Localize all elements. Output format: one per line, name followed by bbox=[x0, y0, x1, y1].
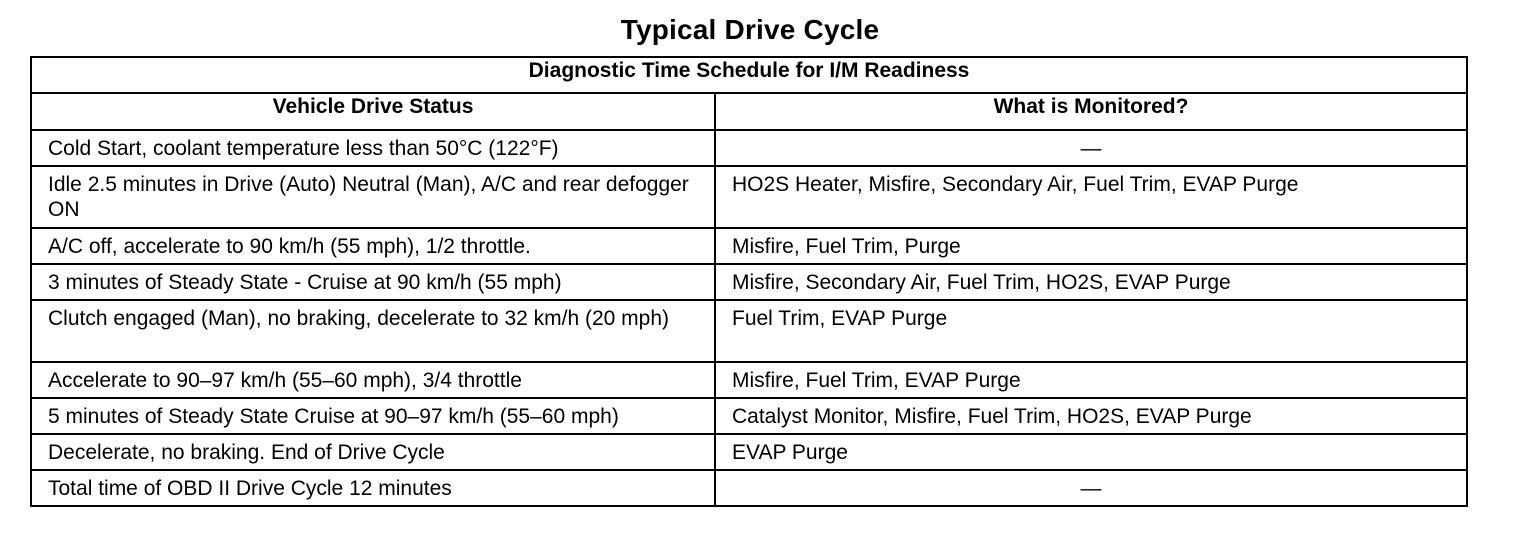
drive-status-cell: Accelerate to 90–97 km/h (55–60 mph), 3/4 throttle bbox=[31, 362, 715, 398]
document-title: Typical Drive Cycle bbox=[620, 14, 880, 45]
table-row bbox=[31, 264, 1467, 300]
drive-status-cell: Decelerate, no braking. End of Drive Cycle bbox=[31, 434, 715, 470]
drive-status-cell: A/C off, accelerate to 90 km/h (55 mph), 1/2 throttle. bbox=[31, 228, 715, 264]
monitored-cell: EVAP Purge bbox=[715, 434, 1467, 470]
table-caption: Diagnostic Time Schedule for I/M Readiness bbox=[31, 57, 1467, 93]
drive-status-cell: Clutch engaged (Man), no braking, decelerate to 32 km/h (20 mph) bbox=[31, 300, 715, 362]
column-header-drive-status: Vehicle Drive Status bbox=[31, 93, 715, 130]
table-row bbox=[31, 362, 1467, 398]
monitored-cell: HO2S Heater, Misfire, Secondary Air, Fuel Trim, EVAP Purge bbox=[715, 166, 1467, 228]
table-header-row bbox=[31, 93, 1467, 130]
monitored-cell: Catalyst Monitor, Misfire, Fuel Trim, HO2S, EVAP Purge bbox=[715, 398, 1467, 434]
table-row bbox=[31, 434, 1467, 470]
monitored-cell: Misfire, Fuel Trim, Purge bbox=[715, 228, 1467, 264]
drive-cycle-table bbox=[30, 56, 1468, 507]
drive-status-cell: Total time of OBD II Drive Cycle 12 minutes bbox=[31, 470, 715, 506]
monitored-cell: — bbox=[715, 470, 1467, 506]
table-row bbox=[31, 470, 1467, 506]
drive-status-cell: 5 minutes of Steady State Cruise at 90–97 km/h (55–60 mph) bbox=[31, 398, 715, 434]
table-row bbox=[31, 300, 1467, 362]
table-row bbox=[31, 166, 1467, 228]
monitored-cell: Misfire, Fuel Trim, EVAP Purge bbox=[715, 362, 1467, 398]
drive-status-cell: Cold Start, coolant temperature less than 50°C (122°F) bbox=[31, 130, 715, 166]
table-row bbox=[31, 398, 1467, 434]
monitored-cell: Misfire, Secondary Air, Fuel Trim, HO2S, EVAP Purge bbox=[715, 264, 1467, 300]
drive-status-cell: Idle 2.5 minutes in Drive (Auto) Neutral (Man), A/C and rear defogger ON bbox=[31, 166, 715, 228]
monitored-cell: Fuel Trim, EVAP Purge bbox=[715, 300, 1467, 362]
monitored-cell: — bbox=[715, 130, 1467, 166]
drive-status-cell: 3 minutes of Steady State - Cruise at 90 km/h (55 mph) bbox=[31, 264, 715, 300]
table-caption-row bbox=[31, 57, 1467, 93]
column-header-monitored: What is Monitored? bbox=[715, 93, 1467, 130]
table-row bbox=[31, 130, 1467, 166]
table-row bbox=[31, 228, 1467, 264]
